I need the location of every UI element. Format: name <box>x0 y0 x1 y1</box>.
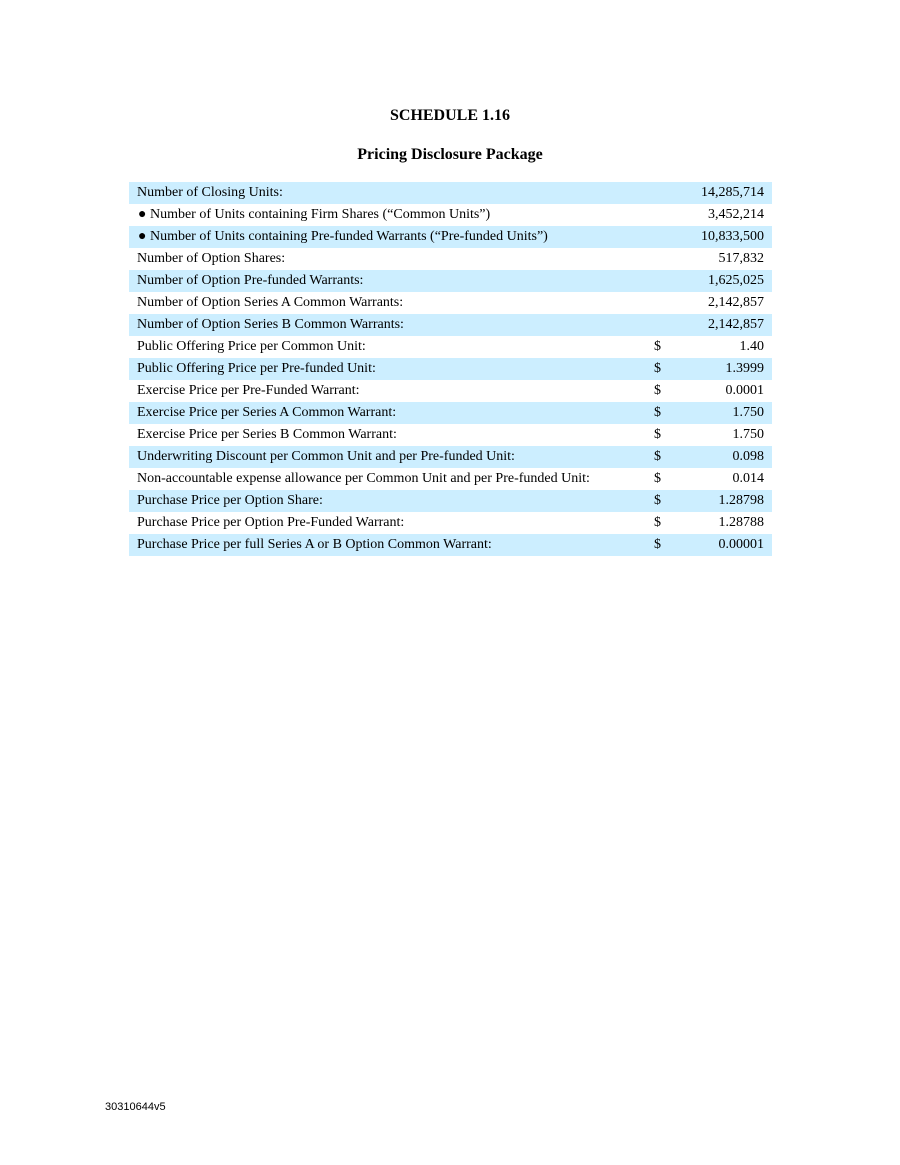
row-label: Exercise Price per Pre-Funded Warrant: <box>137 383 360 398</box>
row-currency: $ <box>654 515 661 530</box>
table-row <box>129 226 772 248</box>
table-row <box>129 336 772 358</box>
row-label: Purchase Price per full Series A or B Option Common Warrant: <box>137 537 492 552</box>
row-value: 1.750 <box>732 427 764 442</box>
row-value: 1.3999 <box>725 361 764 376</box>
row-value: 0.098 <box>732 449 764 464</box>
row-label: Underwriting Discount per Common Unit and per Pre-funded Unit: <box>137 449 515 464</box>
row-label: ● Number of Units containing Firm Shares (“Common Units”) <box>138 207 491 222</box>
table-row <box>129 270 772 292</box>
table-row <box>129 292 772 314</box>
row-value: 1.28798 <box>718 493 764 508</box>
row-currency: $ <box>654 493 661 508</box>
row-label: Exercise Price per Series B Common Warrant: <box>137 427 397 442</box>
row-label: Number of Closing Units: <box>137 185 283 200</box>
table-row <box>129 534 772 556</box>
row-label: Public Offering Price per Pre-funded Unit: <box>137 361 376 376</box>
row-currency: $ <box>654 471 661 486</box>
table-row <box>129 182 772 204</box>
row-value: 0.014 <box>732 471 764 486</box>
table-row <box>129 468 772 490</box>
row-value: 0.0001 <box>725 383 764 398</box>
row-currency: $ <box>654 537 661 552</box>
table-row <box>129 490 772 512</box>
table-row <box>129 358 772 380</box>
row-currency: $ <box>654 361 661 376</box>
row-value: 517,832 <box>718 251 764 266</box>
table-row <box>129 204 772 226</box>
row-label: Number of Option Pre-funded Warrants: <box>137 273 364 288</box>
row-label: Purchase Price per Option Share: <box>137 493 323 508</box>
table-row <box>129 314 772 336</box>
row-label: Purchase Price per Option Pre-Funded Warrant: <box>137 515 405 530</box>
pricing-table <box>129 182 772 556</box>
row-value: 2,142,857 <box>708 295 764 310</box>
page-title: SCHEDULE 1.16 <box>389 107 511 124</box>
row-currency: $ <box>654 427 661 442</box>
row-label: Number of Option Series B Common Warrants: <box>137 317 404 332</box>
table-row <box>129 424 772 446</box>
table-row <box>129 380 772 402</box>
page-subtitle: Pricing Disclosure Package <box>357 146 543 163</box>
row-label: Exercise Price per Series A Common Warrant: <box>137 405 397 420</box>
row-value: 1.750 <box>732 405 764 420</box>
row-currency: $ <box>654 383 661 398</box>
row-label: ● Number of Units containing Pre-funded Warrants (“Pre-funded Units”) <box>138 229 548 244</box>
table-row <box>129 446 772 468</box>
table-row <box>129 402 772 424</box>
row-label: Public Offering Price per Common Unit: <box>137 339 366 354</box>
row-value: 1.40 <box>739 339 764 354</box>
row-value: 0.00001 <box>718 537 764 552</box>
row-label: Non-accountable expense allowance per Common Unit and per Pre-funded Unit: <box>137 471 590 486</box>
row-currency: $ <box>654 405 661 420</box>
row-value: 1.28788 <box>718 515 764 530</box>
table-row <box>129 248 772 270</box>
row-value: 3,452,214 <box>708 207 764 222</box>
row-value: 14,285,714 <box>701 185 764 200</box>
table-row <box>129 512 772 534</box>
row-currency: $ <box>654 339 661 354</box>
document-id: 30310644v5 <box>105 1101 166 1113</box>
row-value: 1,625,025 <box>708 273 764 288</box>
row-label: Number of Option Series A Common Warrants: <box>137 295 404 310</box>
row-value: 2,142,857 <box>708 317 764 332</box>
row-label: Number of Option Shares: <box>137 251 286 266</box>
row-currency: $ <box>654 449 661 464</box>
row-value: 10,833,500 <box>701 229 764 244</box>
